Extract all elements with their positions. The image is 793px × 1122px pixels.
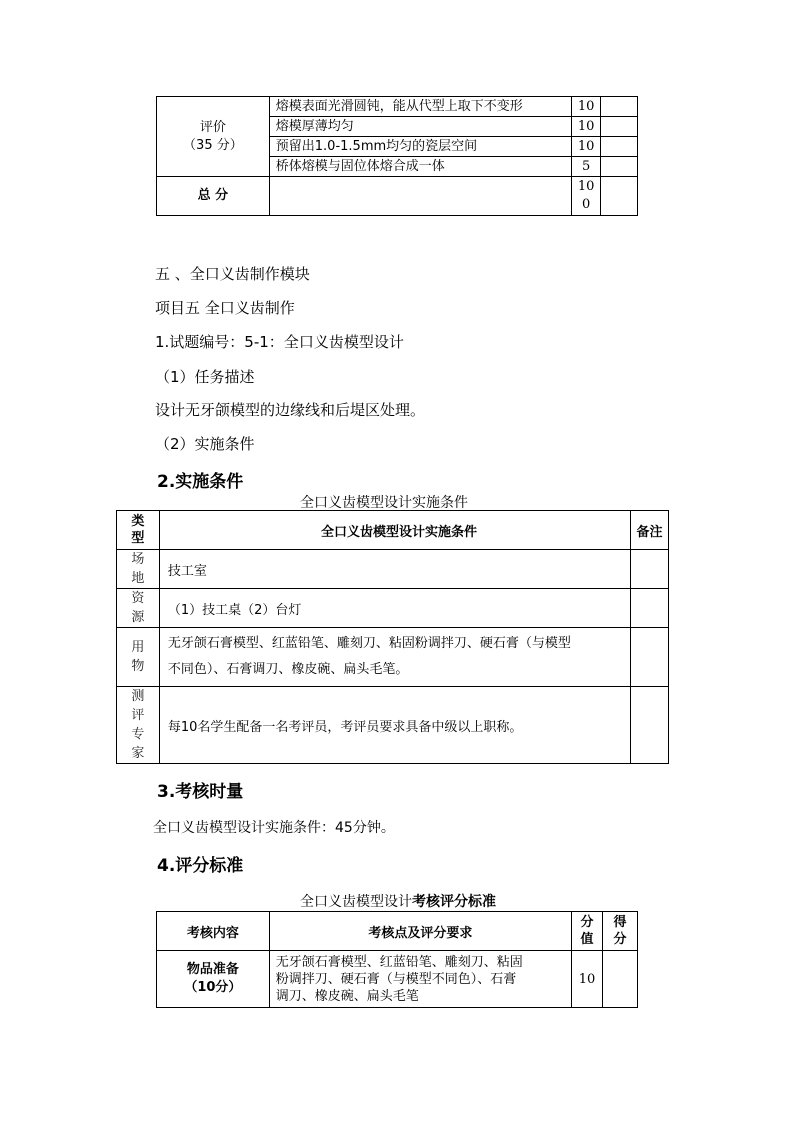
table3-caption-a: 全口义齿模型设计	[300, 894, 412, 910]
col-type-header	[117, 511, 160, 550]
eval-score: 10	[572, 97, 601, 117]
eval-blank	[601, 117, 638, 137]
col-points-header: 考核点及评分要求	[269, 912, 571, 951]
col-note-header: 备注	[631, 511, 669, 550]
time-text: 全口义齿模型设计实施条件：45分钟。	[153, 820, 395, 836]
total-score-cell	[572, 177, 601, 216]
eval-blank	[601, 97, 638, 117]
eval-item: 预留出1.0-1.5mm均匀的瓷层空间	[269, 137, 571, 157]
eval-blank	[601, 137, 638, 157]
col-content-header: 考核内容	[157, 912, 270, 951]
row-label-cell	[157, 951, 270, 1008]
evaluation-table	[156, 96, 638, 216]
eval-blank	[601, 157, 638, 177]
eval-item: 熔模表面光滑圆钝，能从代型上取下不变形	[269, 97, 571, 117]
table3-caption-b: 考核评分标准	[412, 894, 496, 910]
col-score-line: 得	[613, 915, 627, 930]
eval-item: 桥体熔模与固位体熔合成一体	[269, 157, 571, 177]
cond-cell: （1）技工桌（2）台灯	[159, 589, 630, 628]
total-score-line2: 0	[581, 197, 591, 212]
row-score-blank	[603, 951, 638, 1008]
type-cell	[117, 589, 160, 628]
section-heading: 五 、全口义齿制作模块	[155, 265, 310, 283]
type-label: 场地	[131, 552, 145, 586]
col-value-header	[572, 912, 603, 951]
row-value: 10	[572, 951, 603, 1008]
cond-cell: 每10名学生配备一名考评员，考评员要求具备中级以上职称。	[159, 687, 630, 764]
row-label-line: 物品准备	[186, 962, 239, 977]
type-cell	[117, 687, 160, 764]
task-text: 设计无牙颌模型的边缘线和后堤区处理。	[155, 401, 426, 419]
eval-score: 10	[572, 117, 601, 137]
total-score-line1: 10	[577, 179, 595, 194]
eval-item: 熔模厚薄均匀	[269, 117, 571, 137]
eval-label-cell	[157, 97, 270, 177]
col-type-label: 类型	[131, 513, 145, 546]
col-score-header	[603, 912, 638, 951]
col-value-line: 值	[580, 932, 594, 947]
cond-line: 不同色）、石膏调刀、橡皮碗、扁头毛笔。	[167, 662, 409, 677]
type-cell	[117, 628, 160, 687]
item1-title: 全口义齿模型设计	[283, 333, 404, 351]
cond-line: 无牙颌石膏模型、红蓝铅笔、雕刻刀、粘固粉调拌刀、硬石膏（与模型	[167, 636, 571, 651]
total-blank	[269, 177, 571, 216]
scoring-table	[156, 911, 638, 1008]
note-cell	[631, 687, 669, 764]
eval-score: 10	[572, 137, 601, 157]
total-label: 总 分	[157, 177, 270, 216]
item1-line	[155, 331, 404, 352]
conditions-table	[116, 510, 669, 764]
note-cell	[631, 628, 669, 687]
table2-caption: 全口义齿模型设计实施条件	[300, 495, 468, 511]
note-cell	[631, 589, 669, 628]
total-score-blank	[601, 177, 638, 216]
row-text-cell	[269, 951, 571, 1008]
row-label-line: （10分）	[184, 980, 242, 995]
project-title: 项目五 全口义齿制作	[155, 299, 295, 317]
eval-score: 5	[572, 157, 601, 177]
type-cell	[117, 550, 160, 589]
table3-caption	[300, 891, 496, 911]
type-label: 用物	[131, 640, 145, 674]
type-label: 资源	[131, 591, 145, 625]
type-label: 测评专家	[131, 689, 145, 761]
row-text-line: 粉调拌刀、硬石膏（与模型不同色）、石膏	[275, 971, 517, 987]
cond-heading: （2）实施条件	[155, 435, 255, 453]
cond-cell	[159, 628, 630, 687]
heading-3: 3.考核时量	[157, 782, 244, 802]
col-value-line: 分	[580, 915, 594, 930]
note-cell	[631, 550, 669, 589]
task-heading: （1）任务描述	[155, 368, 255, 386]
item1-prefix: 1.试题编号：5-1：	[155, 333, 284, 351]
row-text-line: 无牙颌石膏模型、红蓝铅笔、雕刻刀、粘固	[275, 954, 523, 970]
row-text-line: 调刀、橡皮碗、扁头毛笔	[275, 988, 419, 1004]
eval-points: （35 分）	[183, 137, 243, 153]
eval-label: 评价	[199, 119, 226, 135]
col-cond-header: 全口义齿模型设计实施条件	[159, 511, 630, 550]
cond-cell: 技工室	[159, 550, 630, 589]
col-score-line: 分	[613, 932, 627, 947]
heading-2: 2.实施条件	[157, 472, 244, 492]
heading-4: 4.评分标准	[157, 856, 244, 876]
